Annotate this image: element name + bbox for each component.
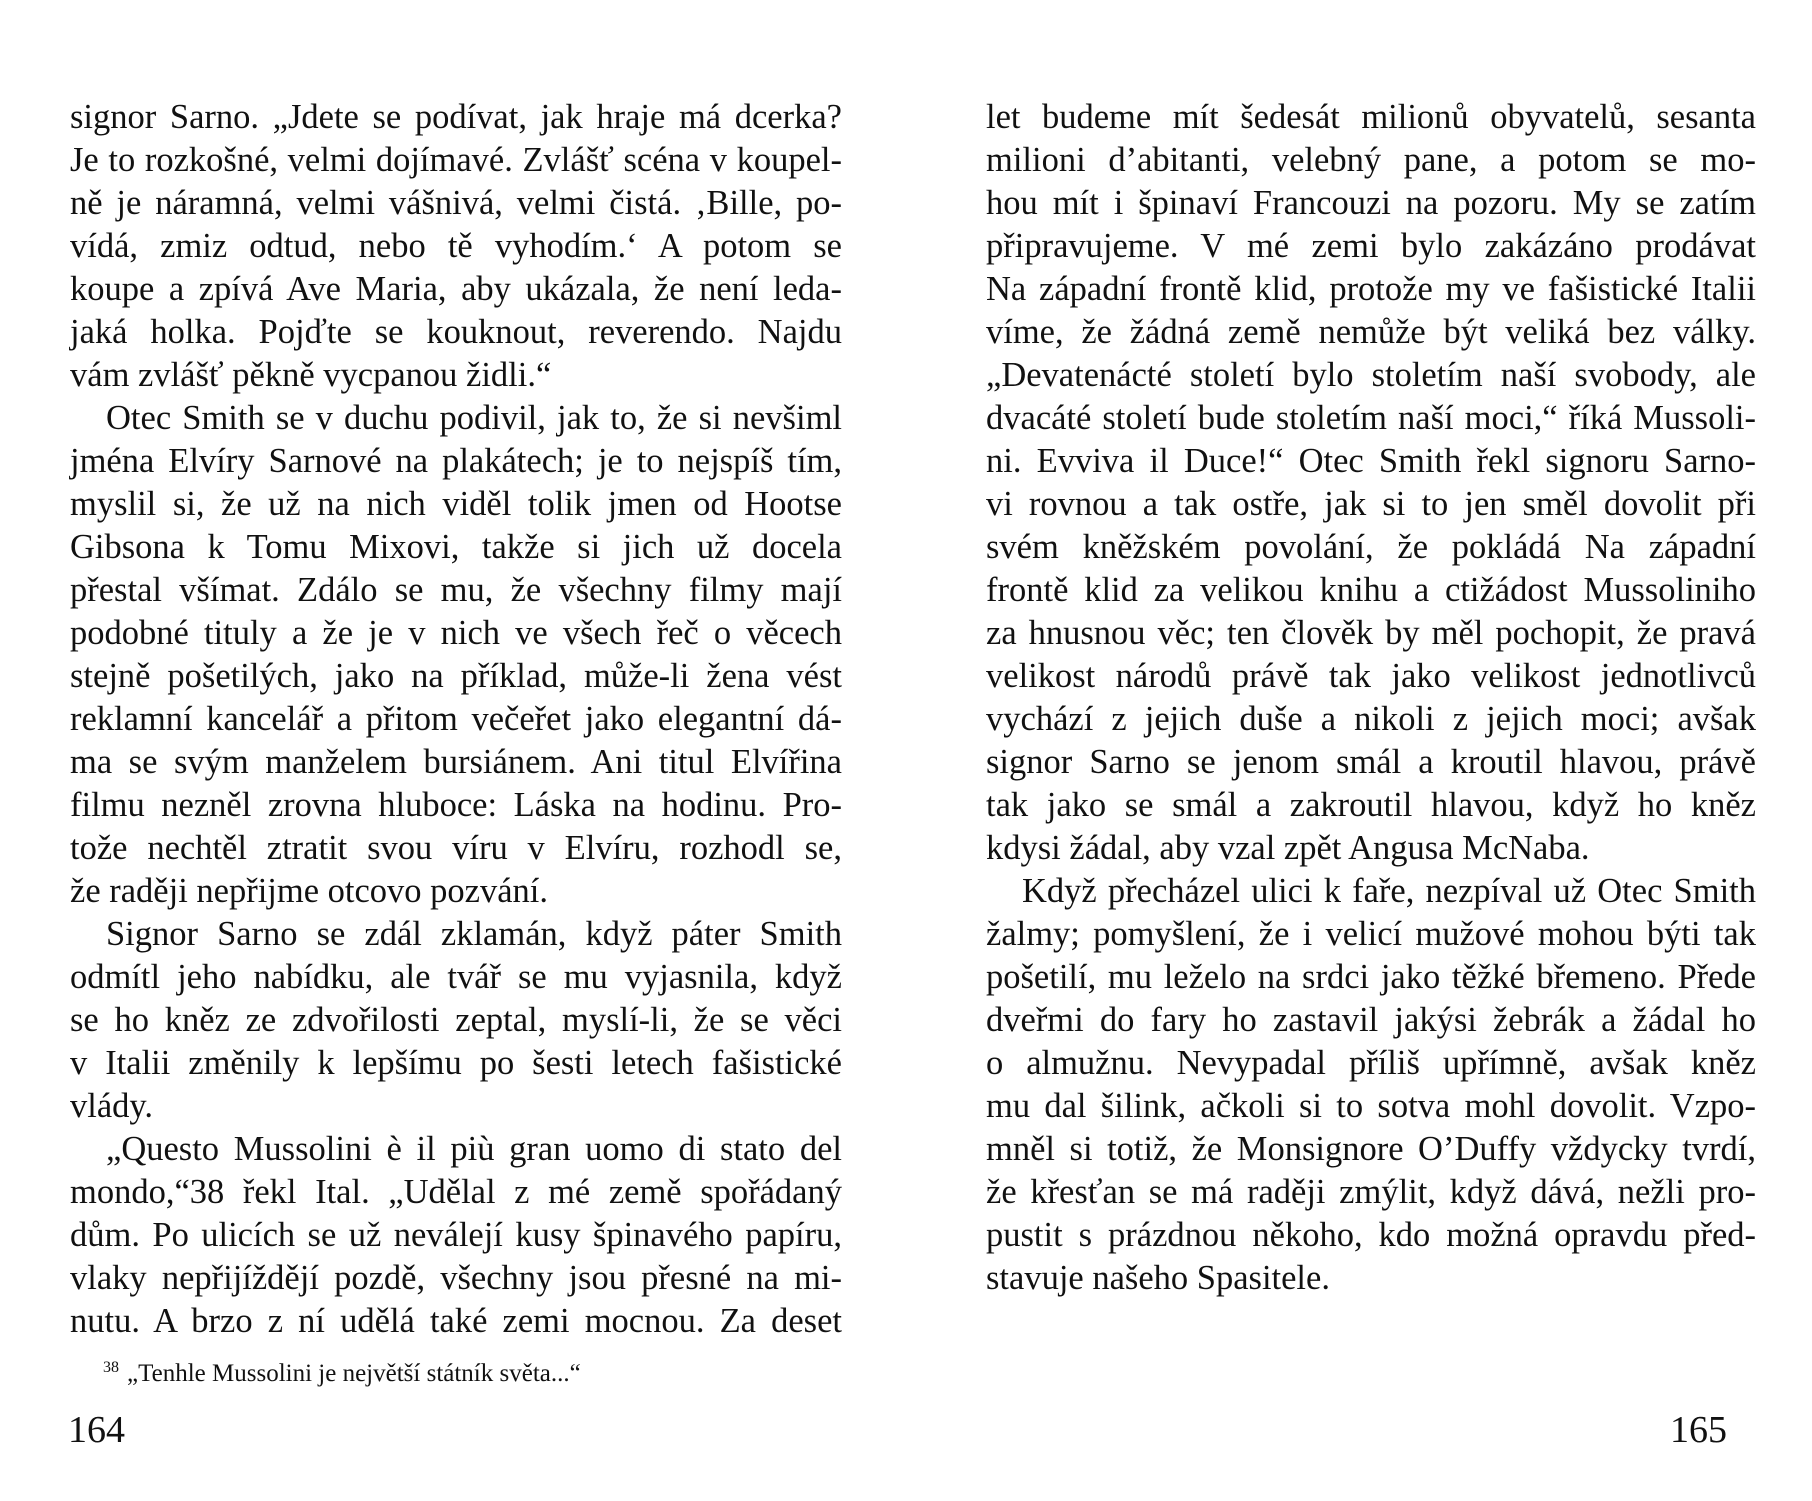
text-line: připravujeme. V mé zemi bylo zakázáno prodávat [986, 227, 1756, 265]
text-line: víme, že žádná země nemůže být veliká bez války. [986, 313, 1756, 351]
text-line: nutu. A brzo z ní udělá také zemi mocnou. Za deset [70, 1302, 842, 1340]
right-text-column [986, 96, 1756, 1300]
text-line: vídá, zmiz odtud, nebo tě vyhodím.‘ A potom se [70, 227, 842, 265]
text-line: vám zvlášť pěkně vycpanou židli.“ [70, 356, 552, 394]
text-line: vychází z jejich duše a nikoli z jejich moci; avšak [986, 700, 1756, 738]
text-line: pustit s prázdnou někoho, kdo možná opravdu před- [986, 1216, 1756, 1254]
text-line: mondo,“38 řekl Ital. „Udělal z mé země spořádaný [70, 1173, 842, 1211]
footnote [103, 1353, 581, 1389]
text-line: myslil si, že už na nich viděl tolik jmen od Hootse [70, 485, 842, 523]
text-line: let budeme mít šedesát milionů obyvatelů, sesanta [986, 98, 1756, 136]
left-text-column [70, 96, 842, 1343]
text-line: Je to rozkošné, velmi dojímavé. Zvlášť scéna v koupel- [70, 141, 842, 179]
text-line: o almužnu. Nevypadal příliš upřímně, avšak kněz [986, 1044, 1756, 1082]
text-line: milioni d’abitanti, velebný pane, a potom se mo- [986, 141, 1756, 179]
text-line: ma se svým manželem bursiánem. Ani titul Elvířina [70, 743, 842, 781]
text-line: Otec Smith se v duchu podivil, jak to, že si nevšiml [106, 399, 842, 437]
footnote-number: 38 [103, 1359, 119, 1376]
text-line: v Italii změnily k lepšímu po šesti letech fašistické [70, 1044, 842, 1082]
text-line: mněl si totiž, že Monsignore O’Duffy vždycky tvrdí, [986, 1130, 1756, 1168]
text-line: mu dal šilink, ačkoli si to sotva mohl dovolit. Vzpo- [986, 1087, 1756, 1125]
text-line: přestal všímat. Zdálo se mu, že všechny filmy mají [70, 571, 842, 609]
text-line: koupe a zpívá Ave Maria, aby ukázala, že není leda- [70, 270, 842, 308]
text-line: žalmy; pomyšlení, že i velicí mužové mohou býti tak [986, 915, 1756, 953]
text-line: svém kněžském povolání, že pokládá Na západní [986, 528, 1756, 566]
text-line: „Devatenácté století bylo stoletím naší svobody, ale [986, 356, 1756, 394]
text-line: stejně pošetilých, jako na příklad, může-li žena vést [70, 657, 842, 695]
page-number: 165 [1670, 1409, 1727, 1451]
text-line: stavuje našeho Spasitele. [986, 1259, 1330, 1297]
text-line: signor Sarno se jenom smál a kroutil hlavou, právě [986, 743, 1756, 781]
page-number: 164 [68, 1409, 125, 1451]
text-line: vi rovnou a tak ostře, jak si to jen směl dovolit při [986, 485, 1756, 523]
text-line: ně je náramná, velmi vášnivá, velmi čistá. ‚Bille, po- [70, 184, 842, 222]
footnote-text: „Tenhle Mussolini je největší státník světa...“ [127, 1360, 581, 1387]
text-line: Gibsona k Tomu Mixovi, takže si jich už docela [70, 528, 842, 566]
right-page [906, 0, 1812, 1501]
text-line: filmu nezněl zrovna hluboce: Láska na hodinu. Pro- [70, 786, 842, 824]
text-line: odmítl jeho nabídku, ale tvář se mu vyjasnila, když [70, 958, 842, 996]
text-line: Signor Sarno se zdál zklamán, když páter Smith [106, 915, 842, 953]
text-line: „Questo Mussolini è il più gran uomo di stato del [106, 1130, 842, 1168]
text-line: dům. Po ulicích se už neválejí kusy špinavého papíru, [70, 1216, 842, 1254]
text-line: dvacáté století bude stoletím naší moci,“ říká Mussoli- [986, 399, 1756, 437]
text-line: že raději nepřijme otcovo pozvání. [70, 872, 549, 910]
text-line: že křesťan se má raději zmýlit, když dává, nežli pro- [986, 1173, 1756, 1211]
text-line: signor Sarno. „Jdete se podívat, jak hraje má dcerka? [70, 98, 842, 136]
text-line: dveřmi do fary ho zastavil jakýsi žebrák a žádal ho [986, 1001, 1756, 1039]
text-line: tože nechtěl ztratit svou víru v Elvíru, rozhodl se, [70, 829, 842, 867]
text-line: Na západní frontě klid, protože my ve fašistické Italii [986, 270, 1756, 308]
text-line: hou mít i špinaví Francouzi na pozoru. My se zatím [986, 184, 1756, 222]
text-line: Když přecházel ulici k faře, nezpíval už Otec Smith [1022, 872, 1756, 910]
text-line: kdysi žádal, aby vzal zpět Angusa McNaba. [986, 829, 1590, 867]
text-line: pošetilí, mu leželo na srdci jako těžké břemeno. Přede [986, 958, 1756, 996]
text-line: jaká holka. Pojďte se kouknout, reverendo. Najdu [70, 313, 842, 351]
text-line: vlády. [70, 1087, 154, 1125]
text-line: vlaky nepřijíždějí pozdě, všechny jsou přesné na mi- [70, 1259, 842, 1297]
text-line: frontě klid za velikou knihu a ctižádost Mussoliniho [986, 571, 1756, 609]
text-line: velikost národů právě tak jako velikost jednotlivců [986, 657, 1756, 695]
text-line: jména Elvíry Sarnové na plakátech; je to nejspíš tím, [70, 442, 842, 480]
text-line: ni. Evviva il Duce!“ Otec Smith řekl signoru Sarno- [986, 442, 1756, 480]
text-line: za hnusnou věc; ten člověk by měl pochopit, že pravá [986, 614, 1756, 652]
text-line: tak jako se smál a zakroutil hlavou, když ho kněz [986, 786, 1756, 824]
text-line: podobné tituly a že je v nich ve všech řeč o věcech [70, 614, 842, 652]
text-line: reklamní kancelář a přitom večeřet jako elegantní dá- [70, 700, 842, 738]
text-line: se ho kněz ze zdvořilosti zeptal, myslí-li, že se věci [70, 1001, 842, 1039]
